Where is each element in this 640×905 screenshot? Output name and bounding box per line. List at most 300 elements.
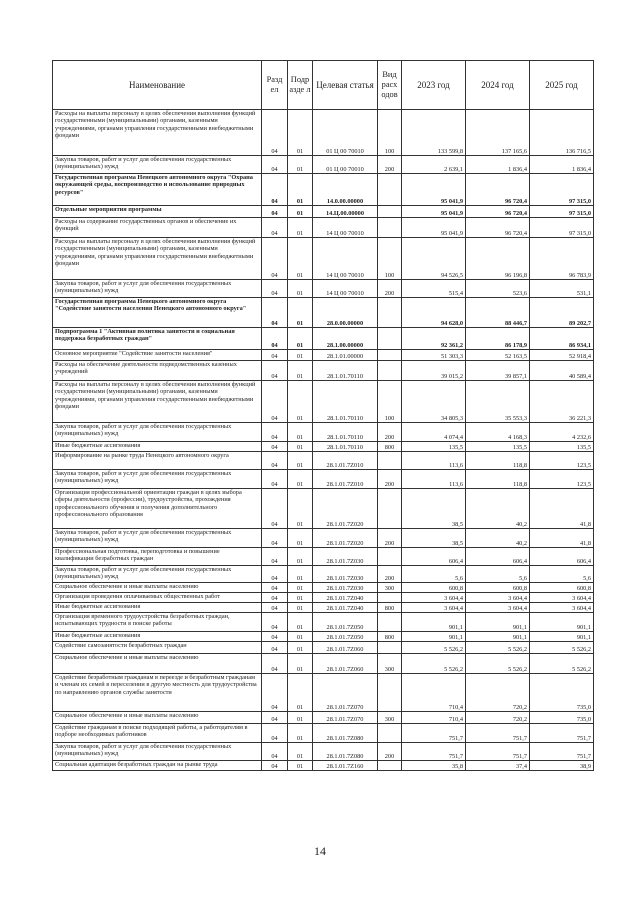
table-cell-subsection: 01 [288,328,313,350]
table-row [53,489,594,529]
table-cell-expense-type [378,642,402,654]
table-cell-expense-type: 300 [378,712,402,724]
table-cell-target-article: 01 Ц 00 70010 [313,110,378,156]
table-cell-name: Содействие самозанятости безработных граждан [53,642,262,654]
table-cell-target-article: 28.1.01.7Z050 [313,632,378,642]
table-cell-target-article: 28.1.01.7Z070 [313,712,378,724]
table-cell-name: Отдельные мероприятия программы [53,206,262,218]
table-cell-2023: 751,7 [402,724,466,743]
table-row [53,674,594,712]
table-cell-expense-type [378,298,402,328]
page-number: 14 [314,844,326,858]
header-section: Разд ел [262,61,288,110]
table-cell-2025: 123,5 [530,452,594,470]
table-cell-2023: 51 303,3 [402,350,466,361]
table-cell-section: 04 [262,280,288,298]
table-cell-subsection: 01 [288,423,313,442]
table-cell-target-article: 28.1.01.7Z080 [313,724,378,743]
header-year-2024: 2024 год [466,61,530,110]
table-cell-target-article: 28.1.01.7Z060 [313,654,378,674]
table-row [53,593,594,603]
table-cell-subsection: 01 [288,761,313,771]
table-cell-section: 04 [262,174,288,206]
table-row [53,642,594,654]
table-cell-2023: 135,5 [402,442,466,452]
table-cell-2024: 606,4 [466,548,530,566]
header-target-article: Целевая статья [313,61,378,110]
table-cell-target-article: 28.1.01.00000 [313,350,378,361]
table-cell-name: Социальное обеспечение и иные выплаты населению [53,654,262,674]
table-cell-2024: 901,1 [466,632,530,642]
table-cell-2023: 95 041,9 [402,218,466,238]
table-cell-2023: 5,6 [402,566,466,583]
table-cell-section: 04 [262,489,288,529]
table-cell-target-article: 14 Ц 00 70010 [313,238,378,280]
table-cell-expense-type: 100 [378,381,402,423]
table-cell-section: 04 [262,381,288,423]
table-cell-2025: 5 526,2 [530,654,594,674]
table-cell-name: Расходы на выплаты персоналу в целях обеспечения выполнения функций государственными (муниципальными) органами, казенными учреждениями, органами управления государственными внебюджетными фондами [53,238,262,280]
table-cell-section: 04 [262,470,288,489]
table-cell-section: 04 [262,712,288,724]
table-cell-2025: 97 315,0 [530,174,594,206]
table-cell-2023: 38,5 [402,529,466,548]
table-cell-expense-type [378,724,402,743]
table-cell-target-article: 28.1.01.70110 [313,423,378,442]
table-cell-target-article: 28.1.01.70110 [313,361,378,381]
table-cell-subsection: 01 [288,566,313,583]
table-row [53,174,594,206]
table-cell-2024: 52 163,5 [466,350,530,361]
table-cell-2024: 751,7 [466,724,530,743]
table-cell-2024: 118,8 [466,452,530,470]
table-cell-2025: 5,6 [530,566,594,583]
table-cell-name: Государственная программа Ненецкого автономного округа "Содействие занятости населения Ненецкого автономного округа" [53,298,262,328]
table-cell-section: 04 [262,743,288,761]
table-cell-2025: 96 783,9 [530,238,594,280]
table-cell-name: Подпрограмма 1 "Активная политика занятости и социальная поддержка безработных граждан" [53,328,262,350]
table-cell-expense-type [378,361,402,381]
table-row [53,529,594,548]
budget-table-container [52,60,593,771]
table-row [53,566,594,583]
table-cell-name: Расходы на обеспечение деятельности подведомственных казенных учреждений [53,361,262,381]
table-cell-subsection: 01 [288,238,313,280]
header-name: Наименование [53,61,262,110]
table-cell-subsection: 01 [288,470,313,489]
table-cell-2023: 3 604,4 [402,593,466,603]
table-cell-expense-type: 300 [378,583,402,593]
table-cell-expense-type: 200 [378,156,402,174]
table-cell-2023: 39 015,2 [402,361,466,381]
table-cell-name: Закупка товаров, работ и услуг для обеспечения государственных (муниципальных) нужд [53,566,262,583]
table-cell-section: 04 [262,206,288,218]
table-row [53,452,594,470]
table-cell-target-article: 28.1.01.7Z020 [313,489,378,529]
table-cell-section: 04 [262,603,288,613]
table-cell-name: Организация временного трудоустройства безработных граждан, испытывающих трудности в поиске работы [53,613,262,632]
table-cell-2024: 39 857,1 [466,361,530,381]
table-cell-subsection: 01 [288,350,313,361]
table-cell-subsection: 01 [288,654,313,674]
table-cell-subsection: 01 [288,206,313,218]
table-cell-2025: 751,7 [530,743,594,761]
table-cell-2023: 901,1 [402,613,466,632]
table-row [53,206,594,218]
table-cell-section: 04 [262,674,288,712]
table-cell-name: Закупка товаров, работ и услуг для обеспечения государственных (муниципальных) нужд [53,280,262,298]
table-cell-2025: 3 604,4 [530,603,594,613]
table-cell-expense-type: 800 [378,632,402,642]
table-cell-2025: 97 315,0 [530,218,594,238]
table-cell-name: Содействие безработным гражданам в переезде и безработным гражданам и членам их семей в переселении в другую местность для трудоустройства по направлению органов службы занятости [53,674,262,712]
table-cell-2023: 133 599,8 [402,110,466,156]
table-row [53,381,594,423]
table-cell-target-article: 28.1.01.7Z040 [313,593,378,603]
table-cell-subsection: 01 [288,529,313,548]
table-cell-2023: 92 361,2 [402,328,466,350]
table-cell-2025: 135,5 [530,442,594,452]
header-year-2025: 2025 год [530,61,594,110]
table-cell-target-article: 28.1.01.7Z070 [313,674,378,712]
table-row [53,280,594,298]
table-cell-2024: 96 196,8 [466,238,530,280]
table-cell-section: 04 [262,110,288,156]
table-cell-subsection: 01 [288,489,313,529]
table-cell-section: 04 [262,218,288,238]
table-cell-name: Расходы на содержание государственных органов и обеспечение их функций [53,218,262,238]
table-cell-2025: 36 221,3 [530,381,594,423]
table-cell-section: 04 [262,642,288,654]
table-row [53,238,594,280]
table-row [53,712,594,724]
table-cell-2025: 735,0 [530,674,594,712]
table-cell-section: 04 [262,350,288,361]
table-cell-2023: 4 074,4 [402,423,466,442]
table-cell-2025: 901,1 [530,632,594,642]
table-cell-section: 04 [262,328,288,350]
table-cell-expense-type: 300 [378,654,402,674]
table-cell-section: 04 [262,238,288,280]
table-row [53,110,594,156]
table-cell-name: Основное мероприятие "Содействие занятости населения" [53,350,262,361]
table-cell-2025: 52 918,4 [530,350,594,361]
table-cell-2023: 606,4 [402,548,466,566]
table-cell-2025: 600,8 [530,583,594,593]
table-row [53,761,594,771]
table-cell-subsection: 01 [288,743,313,761]
table-cell-name: Иные бюджетные ассигнования [53,603,262,613]
table-cell-2025: 89 202,7 [530,298,594,328]
table-cell-expense-type [378,674,402,712]
table-cell-2025: 901,1 [530,613,594,632]
table-cell-expense-type [378,489,402,529]
table-cell-name: Закупка товаров, работ и услуг для обеспечения государственных (муниципальных) нужд [53,423,262,442]
table-cell-2025: 3 604,4 [530,593,594,603]
table-row [53,743,594,761]
table-body [53,110,594,771]
table-cell-target-article: 14 Ц 00 70010 [313,218,378,238]
table-cell-2023: 113,6 [402,452,466,470]
table-cell-section: 04 [262,452,288,470]
table-cell-expense-type: 100 [378,238,402,280]
table-cell-2025: 606,4 [530,548,594,566]
table-row [53,218,594,238]
table-cell-2023: 113,6 [402,470,466,489]
table-cell-expense-type: 200 [378,743,402,761]
table-cell-target-article: 28.1.01.7Z040 [313,603,378,613]
table-cell-expense-type: 200 [378,529,402,548]
table-cell-2024: 137 165,6 [466,110,530,156]
table-cell-2025: 136 716,5 [530,110,594,156]
table-cell-2025: 38,9 [530,761,594,771]
table-cell-name: Расходы на выплаты персоналу в целях обеспечения выполнения функций государственными (муниципальными) органами, казенными учреждениями, органами управления государственными внебюджетными фондами [53,381,262,423]
table-row [53,470,594,489]
table-cell-expense-type: 200 [378,566,402,583]
table-cell-target-article: 28.1.01.7Z160 [313,761,378,771]
table-cell-2023: 34 805,3 [402,381,466,423]
table-cell-target-article: 28.1.01.7Z010 [313,470,378,489]
table-cell-name: Организация профессиональной ориентации граждан в целях выбора сферы деятельности (профессии), трудоустройства, прохождения профессионального обучения и получения дополнительного профессионального образования [53,489,262,529]
table-cell-2025: 4 232,6 [530,423,594,442]
table-cell-target-article: 01 Ц 00 70010 [313,156,378,174]
table-cell-target-article: 28.1.01.7Z080 [313,743,378,761]
table-cell-expense-type [378,206,402,218]
table-row [53,613,594,632]
table-cell-2023: 94 628,0 [402,298,466,328]
table-cell-2025: 97 315,0 [530,206,594,218]
table-cell-subsection: 01 [288,548,313,566]
table-cell-2025: 1 836,4 [530,156,594,174]
table-cell-name: Социальное обеспечение и иные выплаты населению [53,712,262,724]
table-cell-subsection: 01 [288,381,313,423]
table-cell-target-article: 28.1.01.7Z050 [313,613,378,632]
table-cell-2024: 720,2 [466,674,530,712]
table-cell-section: 04 [262,724,288,743]
table-cell-subsection: 01 [288,712,313,724]
table-cell-2023: 38,5 [402,489,466,529]
table-cell-2023: 515,4 [402,280,466,298]
table-cell-target-article: 28.1.01.7Z030 [313,548,378,566]
table-cell-section: 04 [262,529,288,548]
table-cell-subsection: 01 [288,452,313,470]
table-cell-2024: 3 604,4 [466,593,530,603]
table-cell-2024: 523,6 [466,280,530,298]
table-row [53,654,594,674]
table-cell-target-article: 28.1.01.70110 [313,442,378,452]
table-cell-2025: 735,0 [530,712,594,724]
table-cell-target-article: 28.0.00.00000 [313,298,378,328]
table-cell-expense-type [378,593,402,603]
table-cell-target-article: 14.Ц.00.00000 [313,206,378,218]
table-cell-2025: 86 934,1 [530,328,594,350]
table-row [53,583,594,593]
table-cell-name: Закупка товаров, работ и услуг для обеспечения государственных (муниципальных) нужд [53,743,262,761]
table-cell-2025: 123,5 [530,470,594,489]
table-cell-target-article: 14.0.00.00000 [313,174,378,206]
table-cell-subsection: 01 [288,724,313,743]
table-cell-2024: 37,4 [466,761,530,771]
table-cell-2023: 3 604,4 [402,603,466,613]
table-cell-2023: 751,7 [402,743,466,761]
table-row [53,328,594,350]
table-cell-name: Иные бюджетные ассигнования [53,632,262,642]
table-cell-expense-type [378,452,402,470]
table-cell-2024: 1 836,4 [466,156,530,174]
table-row [53,632,594,642]
table-cell-subsection: 01 [288,642,313,654]
table-row [53,156,594,174]
table-cell-subsection: 01 [288,110,313,156]
table-cell-subsection: 01 [288,280,313,298]
table-cell-section: 04 [262,298,288,328]
header-year-2023: 2023 год [402,61,466,110]
table-row [53,361,594,381]
table-cell-2024: 720,2 [466,712,530,724]
table-cell-target-article: 14 Ц 00 70010 [313,280,378,298]
table-cell-name: Информирование на рынке труда Ненецкого автономного округа [53,452,262,470]
table-row [53,442,594,452]
table-cell-name: Закупка товаров, работ и услуг для обеспечения государственных (муниципальных) нужд [53,470,262,489]
table-cell-section: 04 [262,761,288,771]
table-cell-2024: 96 720,4 [466,174,530,206]
table-cell-2024: 600,8 [466,583,530,593]
table-cell-2024: 901,1 [466,613,530,632]
table-cell-subsection: 01 [288,583,313,593]
table-cell-name: Закупка товаров, работ и услуг для обеспечения государственных (муниципальных) нужд [53,529,262,548]
table-cell-subsection: 01 [288,361,313,381]
table-cell-expense-type: 200 [378,470,402,489]
table-cell-target-article: 28.1.01.7Z030 [313,566,378,583]
table-cell-2024: 135,5 [466,442,530,452]
table-cell-2025: 5 526,2 [530,642,594,654]
table-cell-name: Содействие гражданам в поиске подходящей работы, а работодателям в подборе необходимых работников [53,724,262,743]
table-cell-expense-type [378,328,402,350]
table-cell-2024: 5,6 [466,566,530,583]
table-cell-2023: 710,4 [402,674,466,712]
table-cell-name: Организация проведения оплачиваемых общественных работ [53,593,262,603]
table-cell-section: 04 [262,442,288,452]
table-cell-2024: 5 526,2 [466,642,530,654]
table-cell-2024: 3 604,4 [466,603,530,613]
table-cell-expense-type: 200 [378,280,402,298]
table-cell-target-article: 28.1.00.00000 [313,328,378,350]
table-cell-2023: 2 639,1 [402,156,466,174]
table-cell-subsection: 01 [288,593,313,603]
table-cell-2024: 96 720,4 [466,218,530,238]
table-cell-section: 04 [262,548,288,566]
table-cell-section: 04 [262,593,288,603]
table-cell-name: Государственная программа Ненецкого автономного округа "Охрана окружающей среды, воспроизводство и использование природных ресурсов" [53,174,262,206]
table-cell-target-article: 28.1.01.7Z060 [313,642,378,654]
table-cell-name: Социальное обеспечение и иные выплаты населению [53,583,262,593]
table-cell-section: 04 [262,156,288,174]
budget-table [52,60,594,771]
table-cell-2024: 96 720,4 [466,206,530,218]
table-cell-expense-type: 800 [378,603,402,613]
table-cell-name: Социальная адаптация безработных граждан на рынке труда [53,761,262,771]
table-cell-subsection: 01 [288,174,313,206]
table-cell-subsection: 01 [288,298,313,328]
table-cell-2023: 710,4 [402,712,466,724]
table-cell-expense-type [378,350,402,361]
table-cell-name: Иные бюджетные ассигнования [53,442,262,452]
table-cell-section: 04 [262,632,288,642]
table-cell-subsection: 01 [288,603,313,613]
table-header-row [53,61,594,110]
table-cell-name: Профессиональная подготовка, переподготовка и повышение квалификации безработных граждан [53,548,262,566]
table-cell-expense-type: 100 [378,110,402,156]
table-cell-2025: 531,1 [530,280,594,298]
table-row [53,350,594,361]
table-cell-expense-type [378,761,402,771]
table-cell-target-article: 28.1.01.7Z010 [313,452,378,470]
table-cell-2024: 40,2 [466,529,530,548]
table-cell-2023: 35,8 [402,761,466,771]
table-cell-expense-type: 200 [378,423,402,442]
table-cell-2025: 751,7 [530,724,594,743]
table-cell-subsection: 01 [288,218,313,238]
table-cell-subsection: 01 [288,613,313,632]
table-cell-subsection: 01 [288,156,313,174]
table-cell-name: Закупка товаров, работ и услуг для обеспечения государственных (муниципальных) нужд [53,156,262,174]
table-cell-expense-type [378,174,402,206]
header-subsection: Подр азде л [288,61,313,110]
table-cell-2023: 95 041,9 [402,206,466,218]
table-cell-2025: 41,8 [530,529,594,548]
table-cell-section: 04 [262,613,288,632]
table-cell-2023: 5 526,2 [402,654,466,674]
table-cell-subsection: 01 [288,674,313,712]
table-cell-2024: 751,7 [466,743,530,761]
table-cell-expense-type: 800 [378,442,402,452]
table-cell-expense-type [378,218,402,238]
table-cell-section: 04 [262,654,288,674]
table-row [53,724,594,743]
table-cell-2024: 88 446,7 [466,298,530,328]
table-cell-name: Расходы на выплаты персоналу в целях обеспечения выполнения функций государственными (муниципальными) органами, казенными учреждениями, органами управления государственными внебюджетными фондами [53,110,262,156]
table-cell-2023: 95 041,9 [402,174,466,206]
table-cell-section: 04 [262,583,288,593]
table-row [53,423,594,442]
table-cell-2024: 35 553,3 [466,381,530,423]
table-cell-target-article: 28.1.01.7Z030 [313,583,378,593]
table-cell-expense-type [378,613,402,632]
table-cell-2023: 901,1 [402,632,466,642]
table-cell-2024: 5 526,2 [466,654,530,674]
table-row [53,548,594,566]
table-cell-2025: 40 589,4 [530,361,594,381]
table-cell-2025: 41,8 [530,489,594,529]
table-row [53,298,594,328]
table-cell-2024: 4 168,3 [466,423,530,442]
table-cell-target-article: 28.1.01.7Z020 [313,529,378,548]
table-cell-section: 04 [262,566,288,583]
table-cell-subsection: 01 [288,632,313,642]
header-expense-type: Вид расх одов [378,61,402,110]
table-cell-2024: 86 178,9 [466,328,530,350]
table-cell-subsection: 01 [288,442,313,452]
table-cell-2023: 5 526,2 [402,642,466,654]
table-cell-target-article: 28.1.01.70110 [313,381,378,423]
table-cell-section: 04 [262,361,288,381]
table-row [53,603,594,613]
table-cell-expense-type [378,548,402,566]
table-cell-section: 04 [262,423,288,442]
table-cell-2024: 118,8 [466,470,530,489]
table-cell-2023: 94 526,5 [402,238,466,280]
table-cell-2023: 600,8 [402,583,466,593]
